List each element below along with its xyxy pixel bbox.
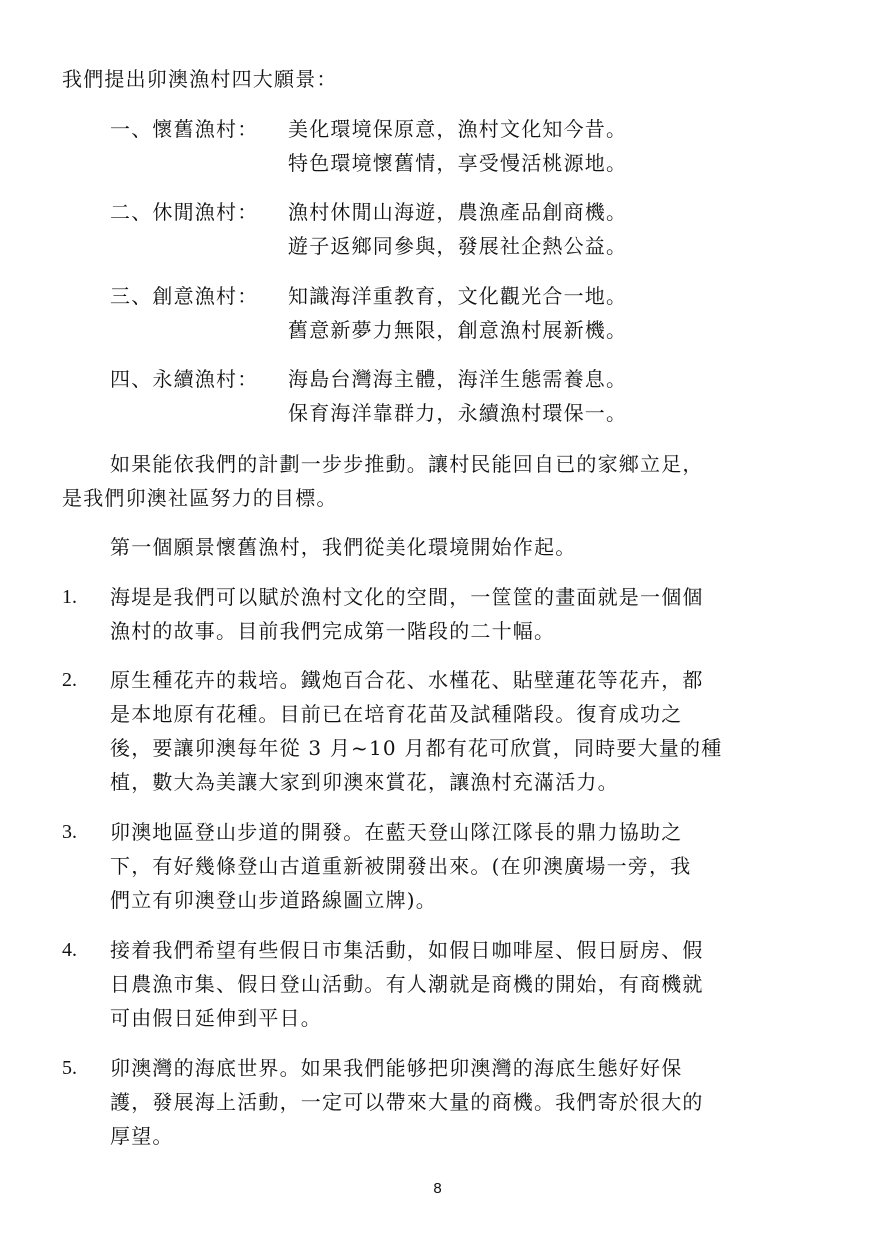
item-5-number: 5.	[62, 1057, 77, 1079]
item-3-line-2: 下，有好幾條登山古道重新被開發出來。(在卯澳廣場一旁，我	[110, 854, 692, 878]
item-4-line-2: 日農漁市集、假日登山活動。有人潮就是商機的開始，有商機就	[110, 972, 704, 996]
item-2-line-2: 是本地原有花種。目前已在培育花苗及試種階段。復育成功之	[110, 702, 683, 726]
vision-3-line-2: 舊意新夢力無限，創意漁村展新機。	[288, 318, 628, 342]
item-1-number: 1.	[62, 586, 77, 608]
vision-1-line-1: 美化環境保原意，漁村文化知今昔。	[288, 117, 628, 141]
item-5-line-2: 護，發展海上活動，一定可以帶來大量的商機。我們寄於很大的	[110, 1090, 704, 1114]
vision-4-line-2: 保育海洋靠群力，永續漁村環保一。	[288, 401, 628, 425]
item-1-line-1: 海堤是我們可以賦於漁村文化的空間，一筐筐的畫面就是一個個	[110, 585, 704, 609]
vision-1-line-2: 特色環境懷舊情，享受慢活桃源地。	[288, 151, 628, 175]
intro-line: 我們提出卯澳漁村四大願景：	[62, 67, 338, 91]
vision-4-head: 四、永續漁村：	[110, 367, 259, 391]
page-number: 8	[433, 1180, 442, 1197]
item-1-line-2: 漁村的故事。目前我們完成第一階段的二十幅。	[110, 619, 556, 643]
item-2-line-4: 植，數大為美讓大家到卯澳來賞花，讓漁村充滿活力。	[110, 770, 619, 794]
item-3-line-3: 們立有卯澳登山步道路線圖立牌)。	[110, 888, 438, 912]
item-4-line-1: 接着我們希望有些假日市集活動，如假日咖啡屋、假日厨房、假	[110, 938, 704, 962]
paragraph-1-line-1: 如果能依我們的計劃一步步推動。讓村民能回自已的家鄉立足，	[110, 452, 704, 476]
vision-1-head: 一、懷舊漁村：	[110, 117, 259, 141]
item-5-line-3: 厚望。	[110, 1124, 174, 1148]
item-2-number: 2.	[62, 669, 77, 691]
item-3-line-1: 卯澳地區登山步道的開發。在藍天登山隊江隊長的鼎力協助之	[110, 820, 683, 844]
vision-3-head: 三、創意漁村：	[110, 284, 259, 308]
vision-2-line-2: 遊子返鄉同參與，發展社企熱公益。	[288, 234, 628, 258]
item-2-line-3: 後，要讓卯澳每年從 3 月~10 月都有花可欣賞，同時要大量的種	[110, 736, 723, 760]
vision-2-line-1: 漁村休閒山海遊，農漁產品創商機。	[288, 200, 628, 224]
item-4-line-3: 可由假日延伸到平日。	[110, 1006, 322, 1030]
paragraph-1-line-2: 是我們卯澳社區努力的目標。	[62, 486, 338, 510]
paragraph-2-line: 第一個願景懷舊漁村，我們從美化環境開始作起。	[110, 535, 577, 559]
item-5-line-1: 卯澳灣的海底世界。如果我們能够把卯澳灣的海底生態好好保	[110, 1056, 683, 1080]
vision-3-line-1: 知識海洋重教育，文化觀光合一地。	[288, 284, 628, 308]
vision-4-line-1: 海島台灣海主體，海洋生態需養息。	[288, 367, 628, 391]
item-3-number: 3.	[62, 821, 77, 843]
item-2-line-1: 原生種花卉的栽培。鐵炮百合花、水槿花、貼壁蓮花等花卉，都	[110, 668, 704, 692]
vision-2-head: 二、休閒漁村：	[110, 200, 259, 224]
item-4-number: 4.	[62, 939, 77, 961]
